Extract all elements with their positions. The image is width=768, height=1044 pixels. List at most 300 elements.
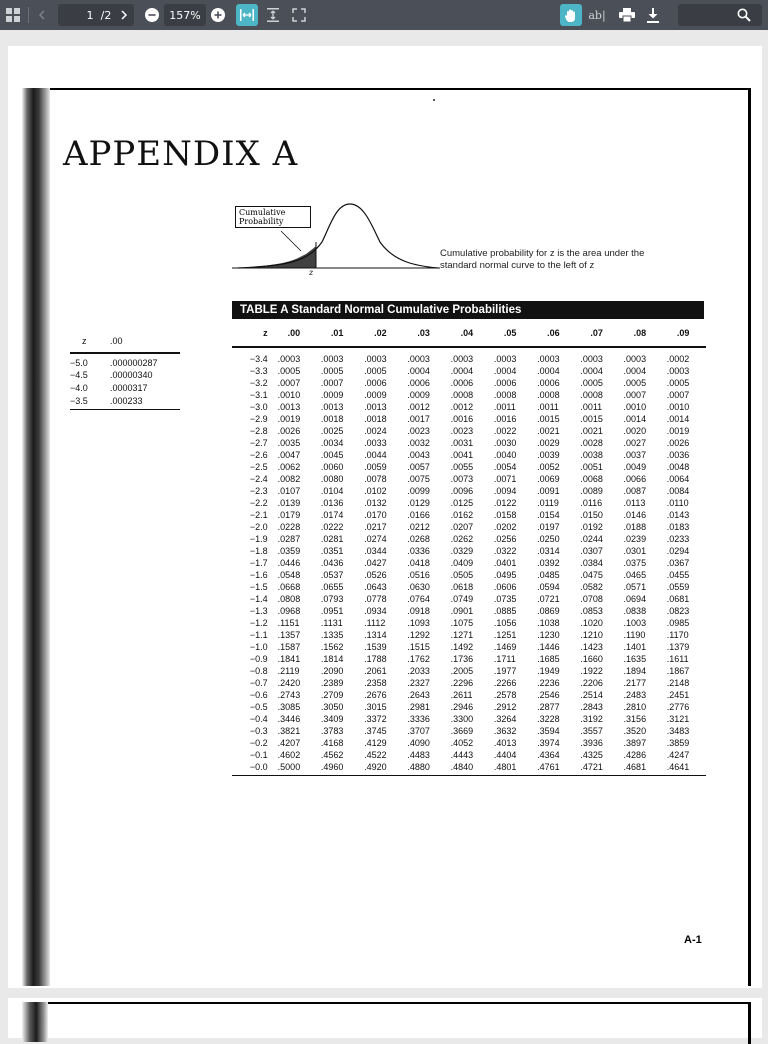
table-cell: .0004	[407, 366, 430, 376]
extreme-table-rule	[70, 352, 180, 354]
table-cell: .0010	[277, 390, 301, 400]
table-cell: .4207	[277, 738, 301, 748]
table-cell: .0003	[493, 354, 517, 364]
table-cell: .0495	[493, 570, 517, 580]
table-cell: .0281	[320, 534, 344, 544]
table-cell: .0122	[493, 498, 517, 508]
fullscreen-icon[interactable]	[290, 6, 308, 24]
table-cell: .5000	[277, 762, 301, 772]
table-row	[232, 509, 706, 521]
table-cell: .4443	[450, 750, 474, 760]
table-cell: .0465	[623, 570, 647, 580]
table-cell: .0250	[537, 534, 560, 544]
table-cell: .4286	[623, 750, 647, 760]
table-cell: .0139	[277, 498, 301, 508]
table-row	[232, 725, 706, 737]
table-cell: .0055	[450, 462, 474, 472]
table-cell: .3632	[493, 726, 517, 736]
table-cell: .0136	[320, 498, 344, 508]
table-cell: .0708	[580, 594, 603, 604]
table-cell: .4840	[450, 762, 474, 772]
table-cell: .0006	[364, 378, 387, 388]
table-cell: .0146	[623, 510, 647, 520]
table-cell: .0015	[537, 414, 560, 424]
normal-table-rule	[232, 346, 706, 348]
figure-label-text: Cumulative Probability	[239, 208, 286, 226]
table-cell: .0287	[277, 534, 301, 544]
table-cell: .0005	[580, 378, 603, 388]
table-cell: .0166	[407, 510, 430, 520]
scan-binding-shadow	[22, 88, 50, 986]
table-z-cell: −2.0	[249, 522, 268, 532]
table-cell: .4168	[320, 738, 344, 748]
table-z-cell: −1.9	[249, 534, 268, 544]
table-cell: .0116	[580, 498, 603, 508]
table-cell: .0080	[320, 474, 344, 484]
table-cell: .1251	[493, 630, 517, 640]
table-cell: .3228	[537, 714, 560, 724]
table-cell: .1131	[320, 618, 343, 628]
table-cell: .0066	[623, 474, 647, 484]
table-cell: .0013	[320, 402, 344, 412]
table-cell: .0012	[450, 402, 474, 412]
table-z-cell: −1.4	[249, 594, 268, 604]
table-cell: .1949	[537, 666, 560, 676]
table-cell: .1587	[277, 642, 301, 652]
table-cell: .1379	[666, 642, 690, 652]
table-cell: .0901	[450, 606, 474, 616]
table-cell: .4090	[407, 738, 430, 748]
table-cell: .0014	[623, 414, 647, 424]
table-cell: .3669	[450, 726, 474, 736]
table-row	[232, 677, 706, 689]
table-cell: .0721	[537, 594, 560, 604]
table-cell: .0021	[537, 426, 560, 436]
table-cell: .0005	[623, 378, 647, 388]
table-z-cell: −0.2	[249, 738, 268, 748]
table-cell: .3085	[277, 702, 301, 712]
table-cell: .0113	[623, 498, 646, 508]
table-z-cell: −3.4	[249, 354, 268, 364]
table-cell: .2912	[493, 702, 517, 712]
table-cell: .2546	[537, 690, 560, 700]
table-z-cell: −1.0	[249, 642, 268, 652]
table-cell: .0036	[666, 450, 690, 460]
table-cell: .0202	[493, 522, 517, 532]
table-cell: .0838	[623, 606, 647, 616]
table-cell: .0154	[537, 510, 560, 520]
table-cell: .0222	[320, 522, 344, 532]
table-cell: .0007	[277, 378, 301, 388]
table-cell: .0188	[623, 522, 647, 532]
table-cell: .0003	[277, 354, 301, 364]
table-cell: .2611	[450, 690, 473, 700]
table-row	[232, 641, 706, 653]
table-cell: .2578	[493, 690, 517, 700]
table-cell: .0869	[537, 606, 560, 616]
extreme-z-cell: −3.5	[70, 395, 88, 406]
table-cell: .3483	[666, 726, 690, 736]
table-cell: .0606	[493, 582, 517, 592]
table-cell: .0011	[537, 402, 559, 412]
table-cell: .3936	[580, 738, 603, 748]
table-cell: .1635	[623, 654, 647, 664]
table-z-cell: −0.4	[249, 714, 268, 724]
table-cell: .1894	[623, 666, 647, 676]
table-cell: .0643	[364, 582, 387, 592]
table-cell: .0041	[450, 450, 474, 460]
next-page-icon[interactable]	[117, 6, 131, 24]
table-cell: .0968	[277, 606, 301, 616]
table-header-cell: .00	[287, 328, 301, 338]
table-cell: .3520	[623, 726, 647, 736]
table-cell: .0212	[407, 522, 430, 532]
table-cell: .1038	[537, 618, 560, 628]
table-cell: .2676	[364, 690, 387, 700]
search-icon[interactable]	[736, 7, 752, 23]
table-cell: .0004	[580, 366, 603, 376]
table-cell: .4247	[666, 750, 690, 760]
table-cell: .0071	[493, 474, 517, 484]
table-cell: .4880	[407, 762, 430, 772]
table-cell: .0087	[623, 486, 647, 496]
grid-icon[interactable]	[4, 6, 22, 24]
table-cell: .0064	[666, 474, 690, 484]
table-cell: .2514	[580, 690, 603, 700]
z-axis-label: z	[309, 268, 314, 277]
table-cell: .0075	[407, 474, 430, 484]
table-cell: .0003	[580, 354, 603, 364]
table-z-cell: −2.7	[249, 438, 268, 448]
table-cell: .0062	[277, 462, 301, 472]
table-cell: .0005	[666, 378, 690, 388]
table-cell: .0045	[320, 450, 344, 460]
table-z-cell: −2.5	[249, 462, 268, 472]
table-row	[232, 413, 706, 425]
table-cell: .1788	[364, 654, 387, 664]
text-select-icon[interactable]: ab|	[588, 8, 606, 22]
page-2-binding-shadow	[22, 1002, 48, 1042]
table-cell: .0017	[407, 414, 430, 424]
table-cell: .1423	[580, 642, 603, 652]
table-cell: .0003	[320, 354, 344, 364]
table-cell: .4522	[364, 750, 387, 760]
prev-page-icon[interactable]	[34, 6, 50, 24]
table-cell: .0384	[580, 558, 603, 568]
table-cell: .0025	[320, 426, 344, 436]
table-cell: .4641	[666, 762, 690, 772]
table-cell: .2420	[277, 678, 301, 688]
table-cell: .0094	[493, 486, 517, 496]
table-cell: .1112	[364, 618, 386, 628]
table-cell: .0037	[623, 450, 647, 460]
table-z-cell: −3.3	[249, 366, 268, 376]
table-row	[232, 569, 706, 581]
table-cell: .0019	[277, 414, 301, 424]
table-cell: .0630	[407, 582, 430, 592]
table-cell: .1003	[623, 618, 647, 628]
table-cell: .0006	[407, 378, 430, 388]
table-cell: .0336	[407, 546, 430, 556]
table-cell: .0002	[666, 354, 690, 364]
table-cell: .0005	[277, 366, 301, 376]
table-row	[232, 665, 706, 677]
table-header-cell: z	[263, 328, 268, 338]
table-cell: .1401	[623, 642, 647, 652]
table-cell: .0104	[320, 486, 344, 496]
table-z-cell: −2.2	[249, 498, 268, 508]
extreme-table-header	[70, 334, 180, 348]
table-cell: .0951	[320, 606, 344, 616]
table-row	[232, 689, 706, 701]
table-cell: .0003	[450, 354, 474, 364]
table-cell: .0003	[666, 366, 690, 376]
extreme-table-bottom-rule	[70, 409, 180, 411]
table-cell: .4721	[580, 762, 603, 772]
table-cell: .0060	[320, 462, 344, 472]
table-cell: .2389	[320, 678, 344, 688]
table-cell: .0008	[450, 390, 474, 400]
table-cell: .0032	[407, 438, 430, 448]
pdf-toolbar	[0, 0, 768, 30]
table-cell: .0239	[623, 534, 647, 544]
table-z-cell: −1.7	[249, 558, 268, 568]
table-cell: .0051	[580, 462, 603, 472]
table-cell: .4602	[277, 750, 301, 760]
table-cell: .1190	[623, 630, 646, 640]
table-z-cell: −0.3	[249, 726, 268, 736]
table-cell: .0436	[320, 558, 344, 568]
table-cell: .1660	[580, 654, 603, 664]
table-cell: .0004	[537, 366, 560, 376]
table-cell: .0548	[277, 570, 301, 580]
table-z-cell: −2.1	[249, 510, 268, 520]
table-cell: .0005	[364, 366, 387, 376]
table-cell: .3557	[580, 726, 603, 736]
table-cell: .0329	[450, 546, 474, 556]
print-icon[interactable]	[618, 6, 636, 24]
table-z-cell: −1.3	[249, 606, 268, 616]
table-cell: .0526	[364, 570, 387, 580]
table-cell: .0099	[407, 486, 430, 496]
zoom-out-icon[interactable]	[144, 7, 160, 23]
table-cell: .0082	[277, 474, 301, 484]
extreme-z-cell: −5.0	[70, 357, 88, 368]
table-cell: .1492	[450, 642, 474, 652]
table-cell: .0571	[623, 582, 647, 592]
table-cell: .3897	[623, 738, 647, 748]
table-cell: .3745	[364, 726, 387, 736]
download-icon[interactable]	[644, 6, 662, 24]
table-cell: .0197	[537, 522, 560, 532]
table-cell: .1867	[666, 666, 690, 676]
table-cell: .0035	[277, 438, 301, 448]
table-cell: .2877	[537, 702, 560, 712]
table-cell: .0013	[364, 402, 387, 412]
table-cell: .0132	[364, 498, 387, 508]
table-cell: .3192	[580, 714, 603, 724]
table-cell: .0918	[407, 606, 430, 616]
table-cell: .1977	[493, 666, 517, 676]
table-cell: .0004	[493, 366, 517, 376]
table-cell: .0011	[580, 402, 603, 412]
table-cell: .0409	[450, 558, 474, 568]
extreme-table-row	[70, 369, 180, 382]
table-z-cell: −0.8	[249, 666, 268, 676]
table-row	[232, 737, 706, 749]
extreme-z-cell: −4.0	[70, 382, 88, 393]
toolbar-separator	[28, 7, 29, 23]
table-z-cell: −3.1	[249, 390, 268, 400]
table-cell: .0268	[407, 534, 430, 544]
zoom-level[interactable]: 157%	[169, 8, 201, 22]
table-cell: .2206	[580, 678, 603, 688]
table-cell: .0207	[450, 522, 474, 532]
table-cell: .4761	[537, 762, 560, 772]
table-cell: .4801	[493, 762, 517, 772]
table-z-cell: −1.1	[249, 630, 268, 640]
table-row	[232, 557, 706, 569]
table-cell: .0307	[580, 546, 603, 556]
table-cell: .0392	[537, 558, 560, 568]
table-cell: .1093	[407, 618, 430, 628]
table-row	[232, 401, 706, 413]
table-cell: .0007	[666, 390, 690, 400]
table-cell: .0418	[407, 558, 430, 568]
table-cell: .0294	[666, 546, 690, 556]
extreme-table-row	[70, 357, 180, 370]
table-row	[232, 389, 706, 401]
table-cell: .0505	[450, 570, 474, 580]
table-cell: .0008	[493, 390, 517, 400]
table-cell: .3015	[364, 702, 387, 712]
table-cell: .0516	[407, 570, 430, 580]
table-cell: .0003	[364, 354, 387, 364]
table-cell: .0007	[623, 390, 647, 400]
table-cell: .3336	[407, 714, 430, 724]
table-cell: .0102	[364, 486, 387, 496]
table-row	[232, 485, 706, 497]
table-cell: .4404	[493, 750, 517, 760]
table-cell: .0019	[666, 426, 690, 436]
table-cell: .0150	[580, 510, 603, 520]
zoom-in-icon[interactable]	[210, 7, 226, 23]
table-cell: .1314	[364, 630, 387, 640]
table-cell: .0823	[666, 606, 690, 616]
table-cell: .0003	[623, 354, 647, 364]
scan-speck	[433, 99, 435, 101]
table-z-cell: −2.8	[249, 426, 268, 436]
table-z-cell: −0.0	[249, 762, 268, 772]
table-cell: .0091	[537, 486, 560, 496]
extreme-table-body	[70, 357, 180, 407]
table-cell: .0026	[666, 438, 690, 448]
table-cell: .0059	[364, 462, 387, 472]
normal-table-bottom-rule	[232, 775, 706, 776]
table-cell: .0985	[666, 618, 690, 628]
table-cell: .0038	[580, 450, 603, 460]
table-cell: .0681	[666, 594, 690, 604]
table-z-cell: −1.8	[249, 546, 268, 556]
table-cell: .4325	[580, 750, 603, 760]
table-cell: .0274	[364, 534, 387, 544]
table-cell: .0217	[364, 522, 387, 532]
table-row	[232, 593, 706, 605]
table-header-cell: .09	[676, 328, 690, 338]
table-cell: .0026	[277, 426, 301, 436]
table-cell: .0351	[320, 546, 344, 556]
table-cell: .0010	[666, 402, 690, 412]
table-cell: .0020	[623, 426, 647, 436]
table-cell: .0004	[450, 366, 474, 376]
table-cell: .0183	[666, 522, 690, 532]
table-cell: .0233	[666, 534, 690, 544]
table-cell: .3050	[320, 702, 344, 712]
table-cell: .0015	[580, 414, 603, 424]
table-cell: .0301	[623, 546, 647, 556]
table-cell: .3409	[320, 714, 344, 724]
table-cell: .0375	[623, 558, 647, 568]
table-header-cell: .04	[460, 328, 474, 338]
table-row	[232, 497, 706, 509]
table-cell: .1762	[407, 654, 430, 664]
table-cell: .2005	[450, 666, 474, 676]
table-cell: .2148	[666, 678, 690, 688]
table-header-cell: .02	[374, 328, 387, 338]
table-cell: .1056	[493, 618, 517, 628]
table-z-cell: −2.3	[249, 486, 268, 496]
page-current[interactable]: 1	[86, 8, 94, 22]
table-cell: .0040	[493, 450, 517, 460]
table-row	[232, 521, 706, 533]
table-cell: .0008	[580, 390, 603, 400]
fit-width-icon[interactable]	[236, 4, 258, 26]
table-cell: .0057	[407, 462, 430, 472]
cumulative-probability-label	[235, 206, 311, 228]
table-cell: .0143	[666, 510, 690, 520]
table-cell: .1736	[450, 654, 474, 664]
table-cell: .2358	[364, 678, 387, 688]
table-cell: .0012	[407, 402, 430, 412]
table-cell: .0158	[493, 510, 517, 520]
table-cell: .2743	[277, 690, 301, 700]
table-cell: .0005	[320, 366, 344, 376]
table-cell: .4681	[623, 762, 647, 772]
table-cell: .0003	[537, 354, 560, 364]
table-cell: .0052	[537, 462, 560, 472]
extreme-value-cell: .0000317	[110, 382, 148, 393]
table-header-cell: .05	[503, 328, 517, 338]
table-cell: .0446	[277, 558, 301, 568]
table-cell: .0006	[537, 378, 560, 388]
hand-tool-icon[interactable]	[560, 4, 582, 26]
fit-height-icon[interactable]	[264, 6, 282, 24]
extreme-z-cell: −4.5	[70, 370, 88, 381]
table-cell: .0044	[364, 450, 387, 460]
table-row	[232, 449, 706, 461]
table-cell: .0793	[320, 594, 344, 604]
table-z-cell: −3.0	[249, 402, 268, 412]
table-cell: .0179	[277, 510, 301, 520]
table-cell: .1210	[580, 630, 603, 640]
table-cell: .1814	[320, 654, 344, 664]
table-cell: .0023	[450, 426, 474, 436]
table-row	[232, 581, 706, 593]
table-cell: .2776	[666, 702, 690, 712]
table-cell: .0009	[320, 390, 344, 400]
table-cell: .1271	[450, 630, 474, 640]
table-cell: .0475	[580, 570, 603, 580]
